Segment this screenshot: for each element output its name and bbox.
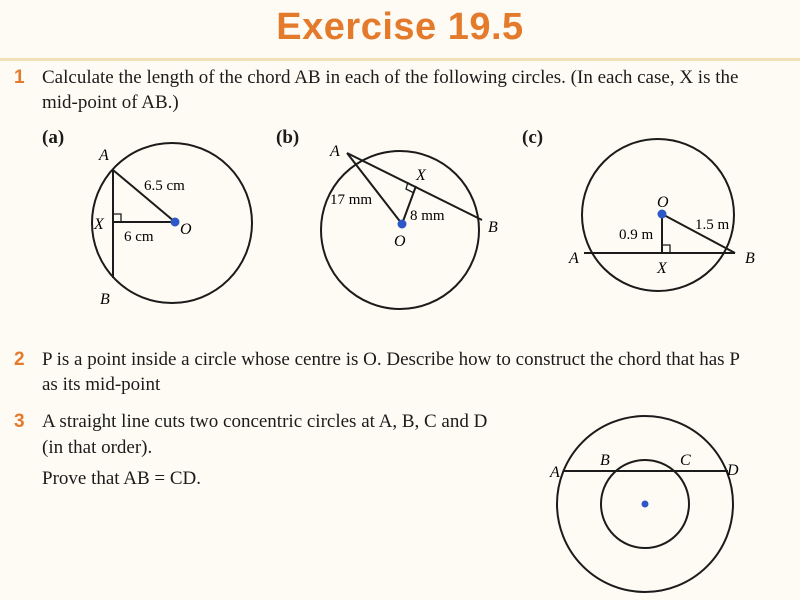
distance-label-b: 8 mm bbox=[410, 208, 445, 224]
question-1-number: 1 bbox=[14, 67, 25, 88]
point-a-label-b: A bbox=[330, 143, 340, 160]
point-b-label-b: B bbox=[488, 219, 498, 236]
question-3-line-1: A straight line cuts two concentric circles at A, B, C and D bbox=[42, 411, 488, 432]
question-2-number: 2 bbox=[14, 349, 25, 370]
question-1-line-1: Calculate the length of the chord AB in each of the following circles. (In each case, X is the bbox=[42, 67, 739, 88]
point-b-label-q3: B bbox=[600, 452, 610, 469]
right-angle-mark-c bbox=[662, 245, 670, 253]
point-x-label-c: X bbox=[657, 260, 667, 277]
part-a-label: (a) bbox=[42, 127, 65, 148]
part-b-label: (b) bbox=[276, 127, 300, 148]
right-angle-mark-a bbox=[113, 214, 121, 222]
question-1-line-2: mid-point of AB.) bbox=[42, 92, 179, 113]
distance-label-a: 6 cm bbox=[124, 229, 154, 245]
radius-label-c: 1.5 m bbox=[695, 217, 730, 233]
question-3-line-3: Prove that AB = CD. bbox=[42, 468, 202, 489]
diagram-concentric bbox=[540, 400, 760, 598]
radius-label-a: 6.5 cm bbox=[144, 178, 185, 194]
centre-dot-b bbox=[398, 220, 407, 229]
diagram-a bbox=[80, 138, 260, 318]
point-a-label-a: A bbox=[99, 147, 109, 164]
centre-dot-a bbox=[171, 218, 180, 227]
point-d-label-q3: D bbox=[727, 462, 739, 479]
point-b-label-a: B bbox=[100, 291, 110, 308]
part-c-label: (c) bbox=[522, 127, 544, 148]
distance-label-c: 0.9 m bbox=[619, 227, 654, 243]
diagram-b bbox=[320, 140, 500, 320]
question-3-number: 3 bbox=[14, 411, 25, 432]
point-c-label-q3: C bbox=[680, 452, 691, 469]
radius-oa-b bbox=[347, 153, 402, 224]
diagram-c bbox=[565, 135, 765, 295]
point-o-label-b: O bbox=[394, 233, 406, 250]
point-o-label-a: O bbox=[180, 221, 192, 238]
title-divider bbox=[0, 58, 800, 61]
circle-b bbox=[321, 151, 479, 309]
point-x-label-a: X bbox=[94, 216, 104, 233]
question-2-line-1: P is a point inside a circle whose centre is O. Describe how to construct the chord that has P bbox=[42, 349, 740, 370]
point-x-label-b: X bbox=[416, 167, 426, 184]
point-a-label-c: A bbox=[569, 250, 579, 267]
point-o-label-c: O bbox=[657, 194, 669, 211]
point-b-label-c: B bbox=[745, 250, 755, 267]
common-centre-dot bbox=[642, 501, 649, 508]
radius-label-b: 17 mm bbox=[330, 192, 373, 208]
point-a-label-q3: A bbox=[550, 464, 560, 481]
question-3-line-2: (in that order). bbox=[42, 437, 153, 458]
exercise-title: Exercise 19.5 bbox=[276, 6, 524, 48]
question-2-line-2: as its mid-point bbox=[42, 374, 161, 395]
